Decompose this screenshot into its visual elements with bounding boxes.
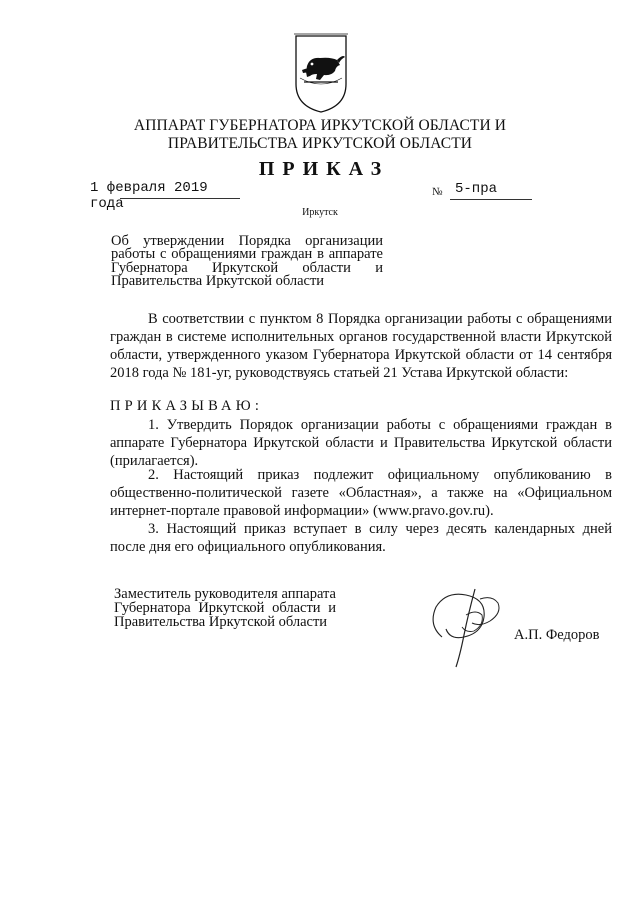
handwritten-signature-icon bbox=[420, 585, 520, 670]
preamble-paragraph: В соответствии с пунктом 8 Порядка организации работы с обращениями граждан в системе исполнительных органов государственной власти Иркутской области, утвержденного указом Губернатора Иркутской области от 14 сентября 2018 года № 181-уг, руководствуясь статьей 21 Устава Иркутской области: bbox=[110, 311, 612, 381]
date-underline bbox=[120, 198, 240, 199]
document-number: 5-пра bbox=[455, 181, 498, 197]
document-type-title: ПРИКАЗ bbox=[258, 158, 390, 180]
signatory-title: Заместитель руководителя аппарата Губернатора Иркутской области и Правительства Иркутской области bbox=[114, 586, 336, 631]
organization-name-line-2: ПРАВИТЕЛЬСТВА ИРКУТСКОЙ ОБЛАСТИ bbox=[167, 135, 473, 152]
issue-city: Иркутск bbox=[302, 207, 338, 218]
number-sign: № bbox=[432, 186, 443, 198]
order-item: 2. Настоящий приказ подлежит официальному опубликованию в общественно-политической газете «Областная», а также на «Официальном интернет-портале правовой информации» (www.pravo.gov.ru). bbox=[110, 467, 612, 519]
coat-of-arms-icon bbox=[290, 32, 352, 114]
document-date: 1 февраля 2019 года bbox=[90, 180, 208, 212]
order-item: 3. Настоящий приказ вступает в силу через десять календарных дней после дня его официального опубликования. bbox=[110, 521, 612, 555]
order-item: 1. Утвердить Порядок организации работы с обращениями граждан в аппарате Губернатора Иркутской области и Правительства Иркутской области (прилагается). bbox=[110, 417, 612, 469]
order-keyword: ПРИКАЗЫВАЮ: bbox=[110, 398, 264, 414]
organization-name-line-1: АППАРАТ ГУБЕРНАТОРА ИРКУТСКОЙ ОБЛАСТИ И bbox=[133, 117, 507, 134]
document-subject: Об утверждении Порядка организации работы с обращениями граждан в аппарате Губернатора Иркутской области и Правительства Иркутской области bbox=[111, 233, 383, 290]
signatory-name: А.П. Федоров bbox=[514, 627, 600, 643]
number-underline bbox=[450, 199, 532, 200]
